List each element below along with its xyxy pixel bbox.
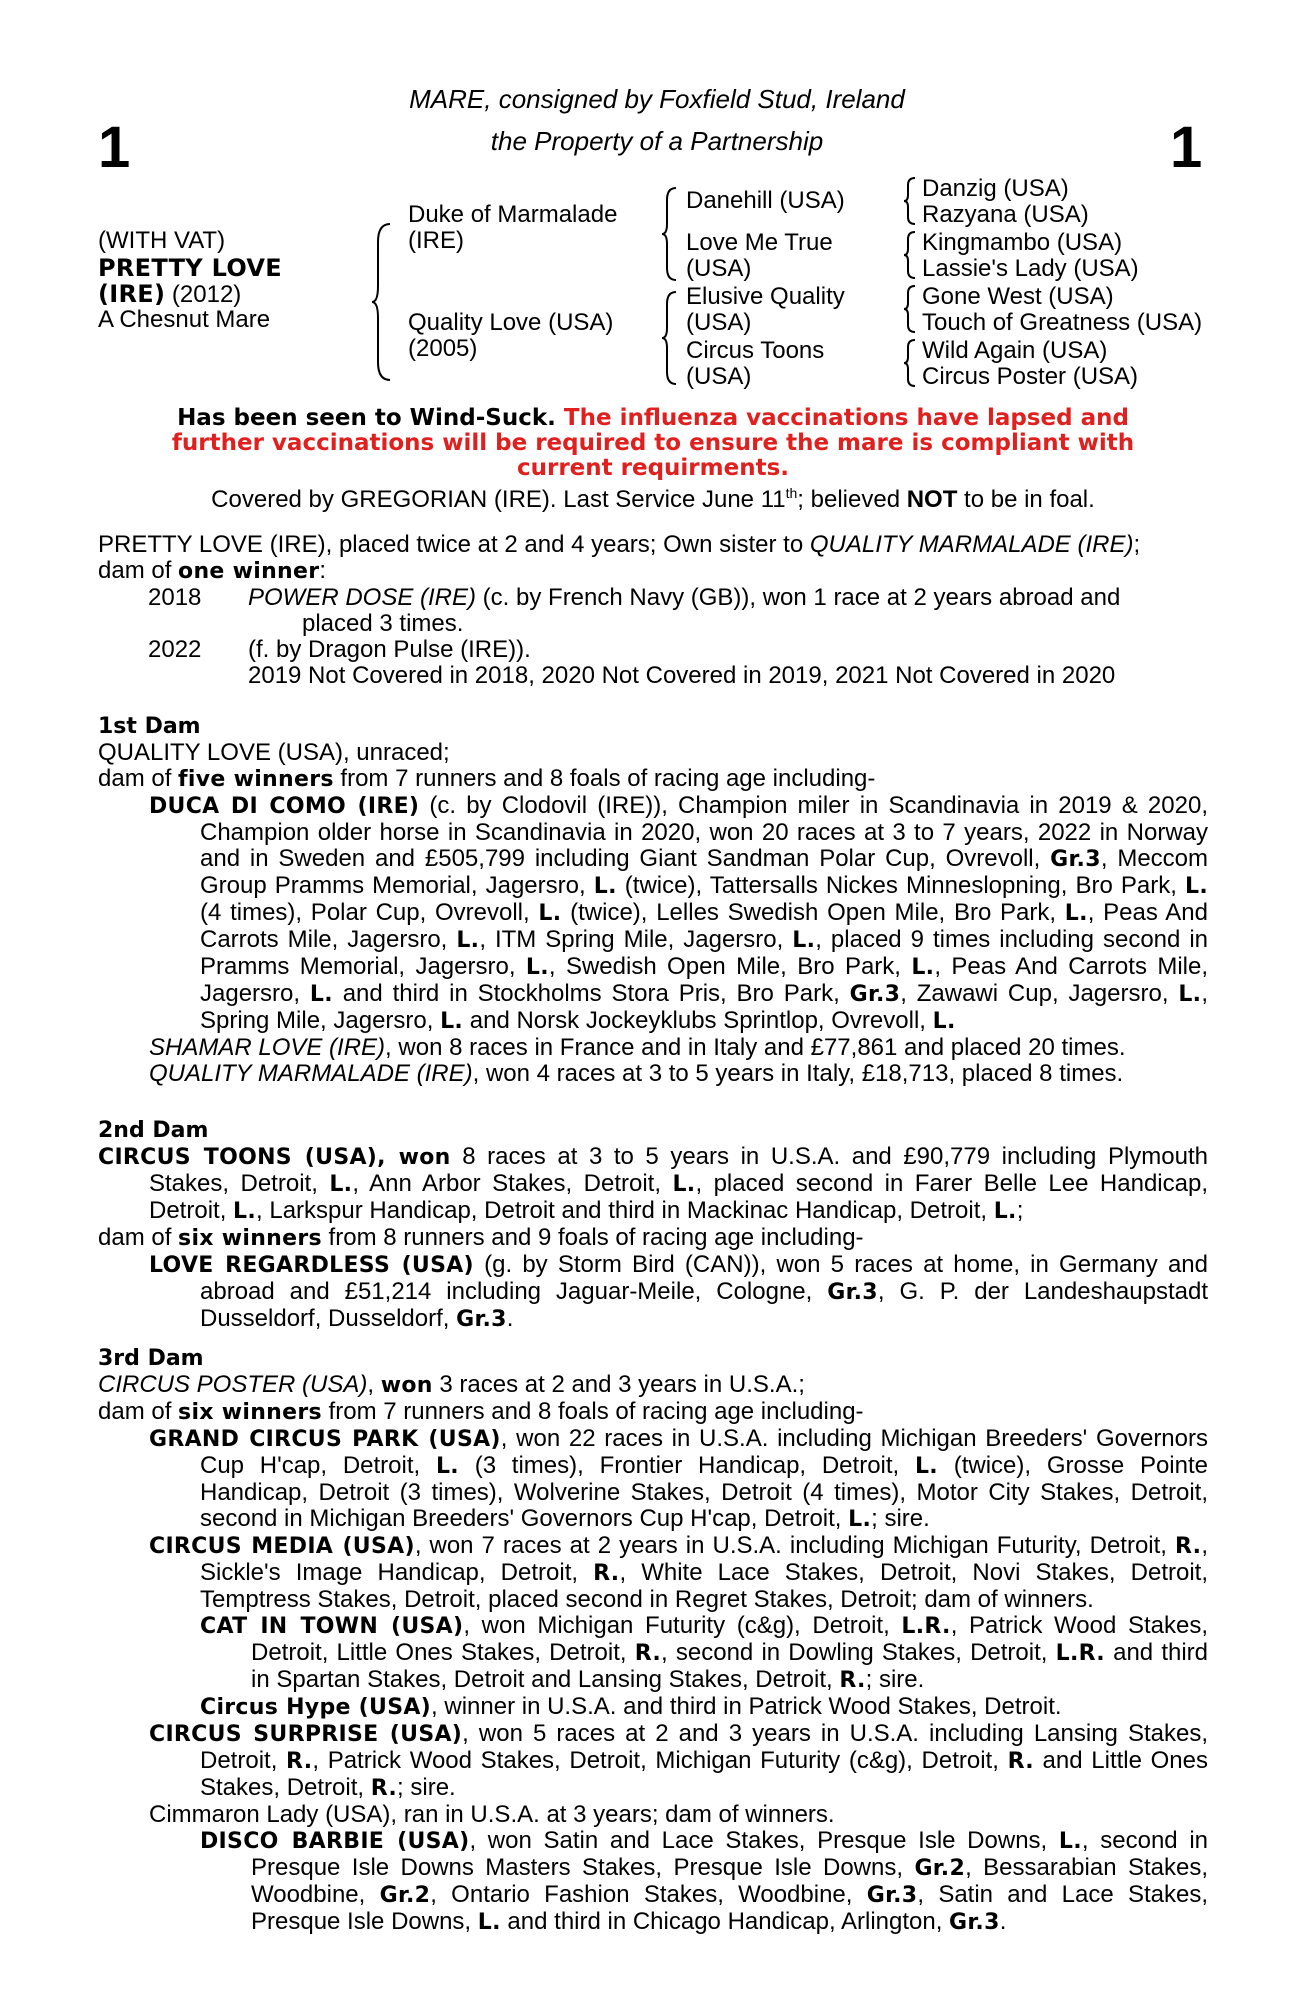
gcp-l2: L. <box>914 1454 938 1479</box>
cs-r2: R. <box>1007 1749 1034 1774</box>
duca-gr3: Gr.3 <box>1050 847 1101 872</box>
covered-post: to be in foal. <box>957 486 1095 513</box>
circus-toons-name: CIRCUS TOONS (USA) <box>98 1145 378 1170</box>
pedigree-ds <box>686 284 845 336</box>
pedigree-dsd: Touch of Greatness (USA) <box>922 309 1203 336</box>
disco-barbie-name: DISCO BARBIE (USA) <box>200 1829 470 1854</box>
first-dam-dam-of <box>98 766 1208 793</box>
circus-poster-won: won <box>380 1373 433 1398</box>
pedigree-ds-line2: (USA) <box>686 309 752 336</box>
pedigree-ddd: Circus Poster (USA) <box>922 363 1139 390</box>
produce-dam-of-post: : <box>319 557 327 584</box>
second-dam-dam-of-pre: dam of <box>98 1224 179 1251</box>
db-t1: , won Satin and Lace Stakes, Presque Isle Downs, <box>469 1827 1048 1854</box>
produce-dam-of-pre: dam of <box>98 557 179 584</box>
shamar-love-entry <box>98 1035 1208 1061</box>
love-regardless-name: LOVE REGARDLESS (USA) <box>149 1253 474 1278</box>
circus-hype-entry <box>98 1694 1208 1721</box>
duca-l7: L. <box>525 955 549 980</box>
pedigree-ds-line1: Elusive Quality <box>686 283 845 310</box>
db-g1: Gr.2 <box>914 1856 966 1881</box>
second-dam-heading: 2nd Dam <box>98 1118 209 1143</box>
notice-vaccination-1: The influenza vaccinations have lapsed and <box>555 405 1129 431</box>
pedigree-dd-line1: Circus Toons <box>686 337 825 364</box>
horse-description: A Chesnut Mare <box>98 306 271 333</box>
grand-circus-park-entry <box>98 1426 1208 1533</box>
db-t5: , Satin and Lace Stakes, Presque Isle Downs, <box>251 1881 1208 1935</box>
duca-l12: L. <box>932 1009 956 1034</box>
gcp-t3: (twice), Grosse Pointe Handicap, Detroit (3 times), Wolverine Stakes, Detroit (4 times), Motor City Stakes, Detroit, second in Michigan Breeders' Governors Cup H'cap, Detroit, <box>200 1452 1208 1532</box>
duca-t13: , Spring Mile, Jagersro, <box>200 980 1209 1034</box>
header-property: the Property of a Partnership <box>490 126 824 156</box>
duca-l3: L. <box>538 901 562 926</box>
cit-r1: R. <box>634 1641 662 1666</box>
first-dam-dam-of-post: from 7 runners and 8 foals of racing age including- <box>333 765 876 792</box>
duca-l5: L. <box>456 928 480 953</box>
duca-t14: and Norsk Jockeyklubs Sprintlop, Ovrevoll, <box>463 1007 926 1034</box>
third-dam-dam-of-pre: dam of <box>98 1398 179 1425</box>
circus-toons-won: , won <box>377 1145 451 1170</box>
horse-country: (IRE) <box>98 280 166 308</box>
pedigree-sd-line1: Love Me True <box>686 229 833 256</box>
second-dam-dam-of-post: from 8 runners and 9 foals of racing age including- <box>321 1224 864 1251</box>
third-dam-section <box>98 1346 1208 1936</box>
pedigree-sd-line2: (USA) <box>686 255 752 282</box>
pedigree-dd-line2: (USA) <box>686 363 752 390</box>
db-t4: , Ontario Fashion Stakes, Woodbine, <box>430 1881 853 1908</box>
pedigree-sire-line2: (IRE) <box>408 227 464 254</box>
ct-l2: L. <box>672 1172 696 1197</box>
db-g2: Gr.2 <box>379 1883 431 1908</box>
covered-not: NOT <box>906 486 958 513</box>
pedigree-sss: Danzig (USA) <box>922 175 1069 202</box>
produce-dam-of <box>98 558 1208 585</box>
love-regardless-entry <box>98 1252 1208 1333</box>
duca-di-como-name: DUCA DI COMO (IRE) <box>149 794 420 819</box>
ct-l3: L. <box>233 1199 257 1224</box>
produce-record <box>98 532 1208 689</box>
duca-t4: (4 times), Polar Cup, Ovrevoll, <box>200 899 530 926</box>
ct-t2: , Ann Arbor Stakes, Detroit, <box>352 1170 661 1197</box>
duca-t8: , placed 9 times including second in Pramms Memorial, Jagersro, <box>200 926 1209 980</box>
db-l1: L. <box>1058 1829 1082 1854</box>
duca-t5: (twice), Lelles Swedish Open Mile, Bro Park, <box>561 899 1057 926</box>
ct-l1: L. <box>329 1172 353 1197</box>
quality-marmalade-entry <box>98 1061 1208 1087</box>
pedigree-ss: Danehill (USA) <box>686 187 845 214</box>
brace-dd-icon <box>902 338 918 388</box>
circus-poster-name: CIRCUS POSTER (USA) <box>98 1371 368 1398</box>
first-dam-dam-of-bold: five winners <box>178 767 334 792</box>
brace-ds-icon <box>902 284 918 334</box>
db-t2: , second in Presque Isle Downs Masters Stakes, Presque Isle Downs, <box>251 1827 1208 1881</box>
cs-t1: , won 5 races at 2 and 3 years in U.S.A. including Lansing Stakes, Detroit, <box>200 1720 1208 1774</box>
duca-t2: , Meccom Group Pramms Memorial, Jagersro, <box>200 845 1209 899</box>
duca-l9: L. <box>309 982 333 1007</box>
duca-t9: , Swedish Open Mile, Bro Park, <box>548 953 901 980</box>
cm-r1: R. <box>1175 1534 1202 1559</box>
pedigree-dd <box>686 338 824 390</box>
cs-t3: and Little Ones Stakes, Detroit, <box>200 1747 1209 1801</box>
duca-l2: L. <box>1185 874 1208 899</box>
second-dam-dam-of <box>98 1225 1208 1252</box>
duca-l8: L. <box>911 955 935 980</box>
circus-hype-text: , winner in U.S.A. and third in Patrick Wood Stakes, Detroit. <box>431 1693 1062 1720</box>
gcp-t4: ; sire. <box>871 1505 930 1532</box>
cm-t1: , won 7 races at 2 years in U.S.A. including Michigan Futurity, Detroit, <box>414 1532 1167 1559</box>
duca-t7: , ITM Spring Mile, Jagersro, <box>479 926 784 953</box>
cat-in-town-entry <box>98 1613 1208 1694</box>
gcp-l1: L. <box>435 1454 459 1479</box>
lr-g2: Gr.3 <box>456 1307 507 1332</box>
quality-marmalade-text: , won 4 races at 3 to 5 years in Italy, £18,713, placed 8 times. <box>472 1060 1124 1087</box>
covered-line <box>98 480 1208 513</box>
second-dam-section <box>98 1118 1208 1333</box>
third-dam-dam-of <box>98 1399 1208 1426</box>
cm-r2: R. <box>593 1561 620 1586</box>
pedigree-dam <box>408 310 613 362</box>
pedigree-sdd: Lassie's Lady (USA) <box>922 255 1139 282</box>
db-g3: Gr.3 <box>866 1883 918 1908</box>
notice-windsuck: Has been seen to Wind-Suck. <box>177 405 556 431</box>
ct-t4: , Larkspur Handicap, Detroit and third in Mackinac Handicap, Detroit, <box>256 1197 988 1224</box>
cit-t4: and third in Spartan Stakes, Detroit and Lansing Stakes, Detroit, <box>251 1639 1209 1693</box>
circus-hype-name: Circus Hype (USA) <box>200 1695 432 1720</box>
shamar-love-name: SHAMAR LOVE (IRE) <box>149 1034 386 1061</box>
produce-power-dose: POWER DOSE (IRE) <box>248 584 477 611</box>
duca-t10: , Peas And Carrots Mile, Jagersro, <box>200 953 1209 1007</box>
cat-in-town-name: CAT IN TOWN (USA) <box>200 1614 464 1639</box>
second-dam-dam-of-bold: six winners <box>178 1226 322 1251</box>
db-g4: Gr.3 <box>949 1910 1000 1935</box>
third-dam-heading: 3rd Dam <box>98 1346 204 1371</box>
db-l2: L. <box>477 1910 501 1935</box>
cm-t2: , Sickle's Image Handicap, Detroit, <box>200 1532 1208 1586</box>
cit-r2: R. <box>839 1668 866 1693</box>
cs-r3: R. <box>370 1776 398 1801</box>
pedigree-ssd: Razyana (USA) <box>922 201 1089 228</box>
lot-number-right: 1 <box>1170 115 1203 180</box>
pedigree-sds: Kingmambo (USA) <box>922 229 1123 256</box>
covered-text: Covered by GREGORIAN (IRE). Last Service June 11 <box>211 486 786 513</box>
ct-t5: ; <box>1016 1197 1024 1224</box>
lr-t1: (g. by Storm Bird (CAN)), won 5 races at home, in Germany and abroad and £51,214 including Jaguar-Meile, Cologne, <box>200 1251 1208 1305</box>
ct-t1: 8 races at 3 to 5 years in U.S.A. and £90,779 including Plymouth Stakes, Detroit, <box>149 1143 1208 1197</box>
produce-row-2022-text: (f. by Dragon Pulse (IRE)). <box>248 636 531 663</box>
produce-row-2022 <box>98 637 1208 663</box>
duca-l10: L. <box>1178 982 1202 1007</box>
duca-l6: L. <box>792 928 816 953</box>
cs-r1: R. <box>286 1749 313 1774</box>
pedigree-sire <box>408 202 617 254</box>
produce-intro-text: PRETTY LOVE (IRE), placed twice at 2 and 4 years; Own sister to <box>98 531 810 558</box>
duca-l11: L. <box>440 1009 464 1034</box>
circus-poster-line: CIRCUS POSTER (USA), won 3 races at 2 and 3 years in U.S.A.; <box>98 1371 805 1398</box>
cit-t5: ; sire. <box>865 1666 925 1693</box>
cs-t4: ; sire. <box>397 1774 456 1801</box>
ct-l4: L. <box>993 1199 1017 1224</box>
cs-t2: , Patrick Wood Stakes, Detroit, Michigan Futurity (c&g), Detroit, <box>312 1747 999 1774</box>
produce-dam-of-bold: one winner <box>178 559 320 584</box>
vet-notice-line1 <box>98 406 1208 431</box>
pedigree-dds: Wild Again (USA) <box>922 337 1108 364</box>
brace-main-icon <box>370 222 394 382</box>
cit-lr1: L.R. <box>901 1614 951 1639</box>
pedigree-sd <box>686 230 833 282</box>
produce-row-2018-text: (c. by French Navy (GB)), won 1 race at 2 years abroad and <box>476 584 1121 611</box>
circus-poster-text: 3 races at 2 and 3 years in U.S.A.; <box>432 1371 805 1398</box>
pedigree-dam-line1: Quality Love (USA) <box>408 309 614 336</box>
shamar-love-text: , won 8 races in France and in Italy and £77,861 and placed 20 times. <box>385 1034 1126 1061</box>
first-dam-line1: QUALITY LOVE (USA), unraced; <box>98 739 450 766</box>
cimmaron-lady-entry: Cimmaron Lady (USA), ran in U.S.A. at 3 years; dam of winners. <box>149 1801 835 1828</box>
circus-media-name: CIRCUS MEDIA (USA) <box>149 1534 415 1559</box>
ct-t3: , placed second in Farer Belle Lee Handicap, Detroit, <box>149 1170 1208 1224</box>
first-dam-section <box>98 714 1208 1087</box>
produce-intro-post: ; <box>1133 531 1141 558</box>
gcp-t1: , won 22 races in U.S.A. including Michigan Breeders' Governors Cup H'cap, Detroit, <box>200 1425 1208 1479</box>
produce-year-2018: 2018 <box>148 584 202 611</box>
pedigree-dam-line2: (2005) <box>408 335 478 362</box>
db-t6: and third in Chicago Handicap, Arlington, <box>500 1908 943 1935</box>
duca-gr3b: Gr.3 <box>849 982 901 1007</box>
notice-vaccination-3: current requirments. <box>516 455 790 481</box>
quality-marmalade-name: QUALITY MARMALADE (IRE) <box>149 1060 473 1087</box>
cit-t1: , won Michigan Futurity (c&g), Detroit, <box>463 1612 890 1639</box>
grand-circus-park-name: GRAND CIRCUS PARK (USA) <box>149 1427 501 1452</box>
produce-intro <box>98 532 1208 558</box>
duca-l1: L. <box>593 874 617 899</box>
gcp-l3: L. <box>848 1507 872 1532</box>
lr-t3: . <box>506 1305 514 1332</box>
duca-t11: and third in Stockholms Stora Pris, Bro Park, <box>332 980 840 1007</box>
notice-vaccination-2: further vaccinations will be required to ensure the mare is compliant with <box>171 430 1135 456</box>
duca-di-como-entry <box>98 793 1208 1035</box>
pedigree-sire-line1: Duke of Marmalade <box>408 201 618 228</box>
first-dam-dam-of-pre: dam of <box>98 765 179 792</box>
horse-year: (2012) <box>165 281 242 308</box>
produce-row-2018-cont: placed 3 times. <box>302 610 464 637</box>
lr-g1: Gr.3 <box>827 1280 878 1305</box>
duca-t12: , Zawawi Cup, Jagersro, <box>900 980 1169 1007</box>
cm-t3: , White Lace Stakes, Detroit, Novi Stakes, Detroit, Temptress Stakes, Detroit, placed second in Regret Stakes, Detroit; dam of winners. <box>200 1559 1209 1613</box>
duca-t1: (c. by Clodovil (IRE)), Champion miler in Scandinavia in 2019 & 2020, Champion older horse in Scandinavia in 2020, won 20 races at 3 to 7 years, 2022 in Norway and in Sweden and £505,799 including Giant Sandman Polar Cup, Ovrevoll, <box>200 792 1208 872</box>
produce-row-2018 <box>98 585 1208 611</box>
circus-media-entry <box>98 1533 1208 1613</box>
cit-t2: , Patrick Wood Stakes, Detroit, Little Ones Stakes, Detroit, <box>251 1612 1208 1666</box>
brace-sd-icon <box>902 230 918 280</box>
duca-t3: (twice), Tattersalls Nickes Minneslopning, Bro Park, <box>616 872 1177 899</box>
first-dam-heading: 1st Dam <box>98 714 201 739</box>
cit-t3: , second in Dowling Stakes, Detroit, <box>661 1639 1048 1666</box>
disco-barbie-entry <box>98 1828 1208 1936</box>
produce-not-covered: 2019 Not Covered in 2018, 2020 Not Covered in 2019, 2021 Not Covered in 2020 <box>248 662 1116 689</box>
gcp-t2: (3 times), Frontier Handicap, Detroit, <box>458 1452 900 1479</box>
circus-surprise-name: CIRCUS SURPRISE (USA) <box>149 1722 463 1747</box>
db-t7: . <box>999 1908 1007 1935</box>
duca-l4: L. <box>1064 901 1088 926</box>
pedigree-dss: Gone West (USA) <box>922 283 1114 310</box>
produce-year-2022: 2022 <box>148 636 202 663</box>
third-dam-dam-of-post: from 7 runners and 8 foals of racing age including- <box>321 1398 864 1425</box>
lot-number-left: 1 <box>98 115 131 180</box>
db-t3: , Bessarabian Stakes, Woodbine, <box>251 1854 1208 1908</box>
header-consignor: MARE, consigned by Foxfield Stud, Ireland <box>409 84 905 114</box>
vat-label: (WITH VAT) <box>98 227 226 254</box>
circus-toons-entry <box>98 1144 1208 1225</box>
covered-sup: th <box>785 485 798 501</box>
brace-ss-icon <box>902 176 918 226</box>
produce-sister: QUALITY MARMALADE (IRE) <box>809 531 1134 558</box>
lr-t2: , G. P. der Landeshaupstadt Dusseldorf, Dusseldorf, <box>200 1278 1208 1332</box>
horse-name: PRETTY LOVE <box>98 254 282 282</box>
brace-dam-icon <box>660 290 680 386</box>
covered-mid: ; believed <box>797 486 907 513</box>
duca-t6: , Peas And Carrots Mile, Jagersro, <box>200 899 1208 953</box>
horse-country-year <box>98 281 241 308</box>
cit-lr2: L.R. <box>1055 1641 1105 1666</box>
vet-notice <box>98 406 1208 481</box>
circus-surprise-entry <box>98 1721 1208 1802</box>
brace-sire-icon <box>660 186 680 282</box>
third-dam-dam-of-bold: six winners <box>178 1400 322 1425</box>
